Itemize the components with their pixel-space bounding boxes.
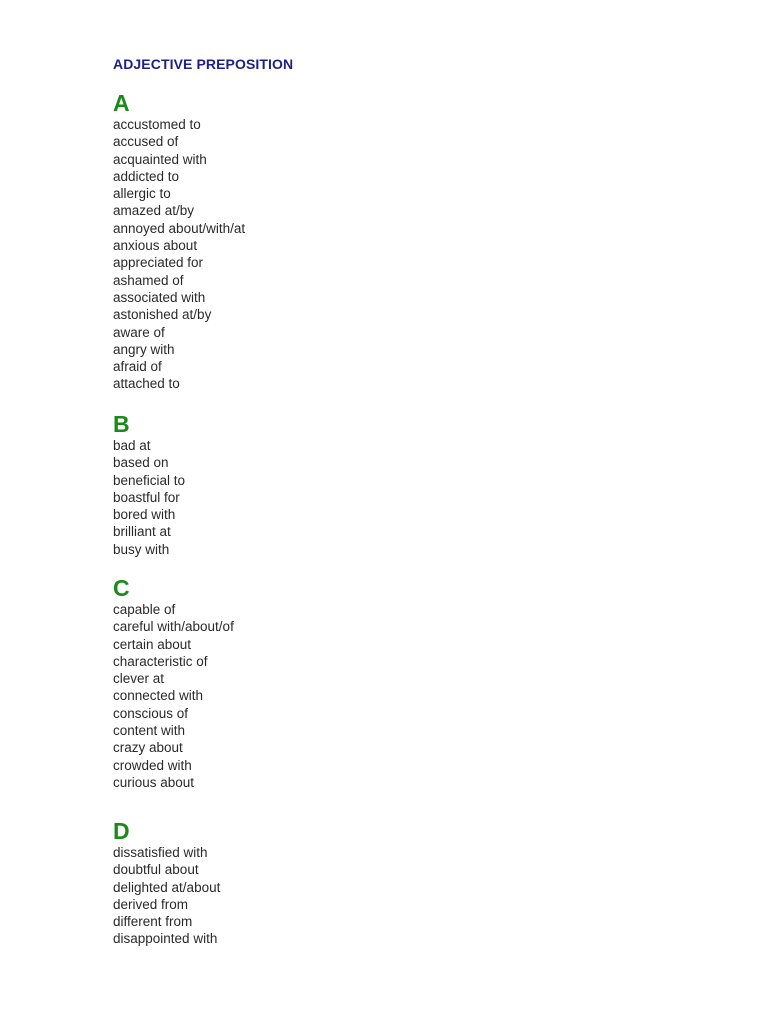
- list-item: annoyed about/with/at: [113, 220, 246, 236]
- list-item: bored with: [113, 507, 176, 523]
- section-letter-c: C: [113, 575, 130, 601]
- list-item: addicted to: [113, 168, 180, 184]
- list-item: angry with: [113, 341, 175, 357]
- list-item: derived from: [113, 896, 189, 912]
- list-item: accustomed to: [113, 117, 201, 132]
- list-item: delighted at/about: [113, 879, 221, 895]
- list-item: bad at: [113, 438, 151, 453]
- list-item: afraid of: [113, 359, 162, 375]
- list-item: anxious about: [113, 238, 198, 254]
- list-item: ashamed of: [113, 272, 184, 288]
- list-item: capable of: [113, 602, 176, 617]
- word-list-c: [113, 601, 513, 791]
- section-c: [113, 575, 513, 791]
- list-item: appreciated for: [113, 255, 204, 271]
- page-title: ADJECTIVE PREPOSITION: [113, 56, 294, 72]
- list-item: characteristic of: [113, 653, 208, 669]
- list-item: amazed at/by: [113, 203, 195, 219]
- section-d: [113, 818, 513, 948]
- list-item: astonished at/by: [113, 307, 212, 323]
- list-item: crowded with: [113, 757, 192, 773]
- list-item: busy with: [113, 541, 170, 557]
- list-item: based on: [113, 455, 169, 471]
- word-list-b: [113, 437, 513, 558]
- section-letter-d: D: [113, 818, 130, 844]
- list-item: boastful for: [113, 489, 180, 505]
- list-item: allergic to: [113, 186, 171, 202]
- list-item: accused of: [113, 134, 179, 150]
- list-item: clever at: [113, 671, 165, 687]
- section-letter-b: B: [113, 411, 130, 437]
- list-item: aware of: [113, 324, 165, 340]
- word-list-d: [113, 844, 513, 948]
- list-item: content with: [113, 723, 186, 739]
- list-item: associated with: [113, 289, 206, 305]
- list-item: careful with/about/of: [113, 619, 234, 635]
- list-item: dissatisfied with: [113, 845, 208, 860]
- section-a: [113, 90, 513, 393]
- list-item: conscious of: [113, 705, 189, 721]
- word-list-a: [113, 116, 513, 393]
- list-item: different from: [113, 914, 193, 930]
- list-item: disappointed with: [113, 931, 218, 947]
- list-item: beneficial to: [113, 472, 186, 488]
- list-item: doubtful about: [113, 862, 199, 878]
- list-item: certain about: [113, 636, 192, 652]
- section-letter-a: A: [113, 90, 130, 116]
- list-item: curious about: [113, 774, 195, 790]
- section-b: [113, 411, 513, 558]
- list-item: acquainted with: [113, 151, 207, 167]
- list-item: connected with: [113, 688, 204, 704]
- list-item: crazy about: [113, 740, 183, 756]
- list-item: attached to: [113, 376, 180, 392]
- list-item: brilliant at: [113, 524, 171, 540]
